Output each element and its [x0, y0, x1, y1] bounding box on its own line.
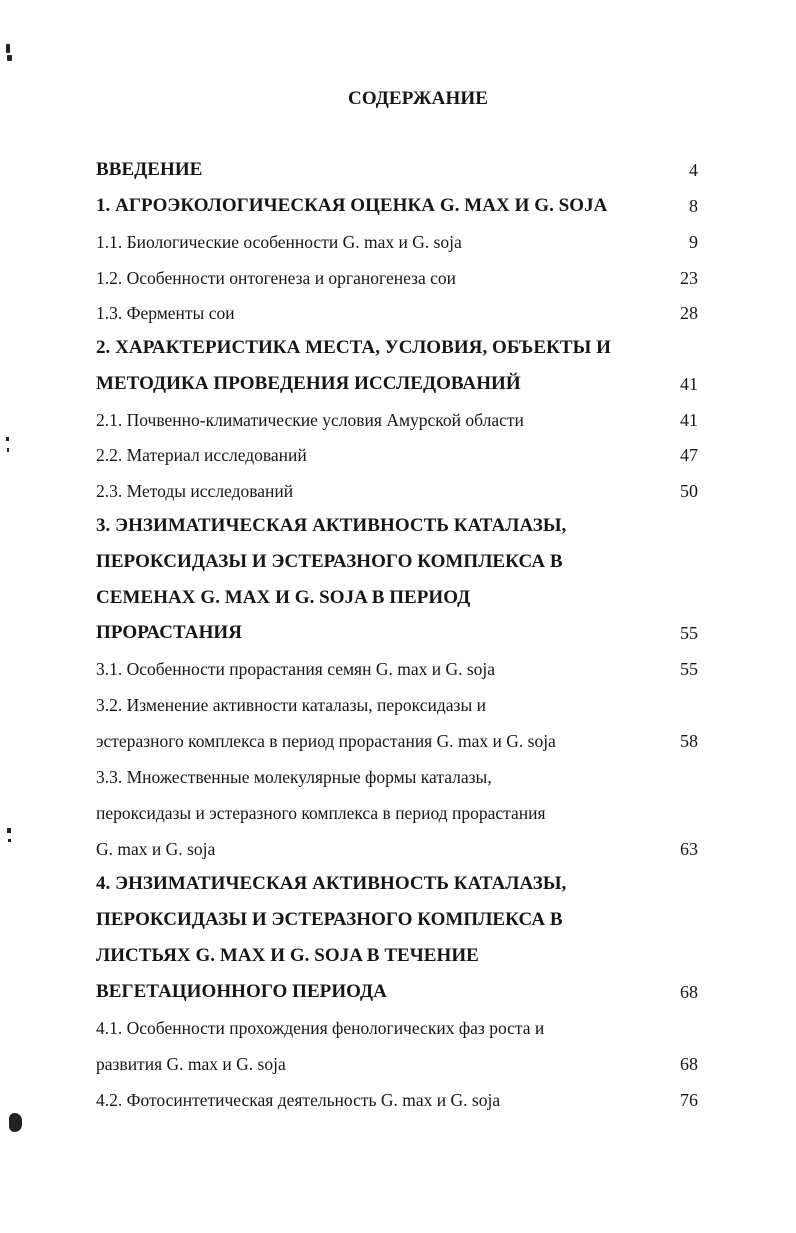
toc-page-number: 23 — [680, 268, 698, 288]
toc-page-number: 68 — [680, 982, 698, 1002]
toc-section-3-2-cont: эстеразного комплекса в период прорастания G. max и G. soja — [96, 731, 556, 751]
scan-mark — [6, 44, 10, 53]
toc-section-4-1: 4.1. Особенности прохождения фенологических фаз роста и — [96, 1018, 545, 1038]
toc-section-3-3-cont: G. max и G. soja — [96, 839, 216, 859]
scan-mark — [8, 839, 11, 842]
toc-page-number: 8 — [689, 196, 698, 216]
scan-mark — [6, 437, 9, 441]
toc-section-3-3: 3.3. Множественные молекулярные формы каталазы, — [96, 767, 492, 787]
toc-page-number: 28 — [680, 303, 698, 323]
toc-chapter-4-cont: ЛИСТЬЯХ G. MAX И G. SOJA В ТЕЧЕНИЕ — [96, 945, 479, 966]
toc-page-number: 63 — [680, 839, 698, 859]
toc-chapter-2: 2. ХАРАКТЕРИСТИКА МЕСТА, УСЛОВИЯ, ОБЪЕКТЫ И — [96, 337, 611, 358]
toc-page-number: 9 — [689, 232, 698, 252]
toc-section-2-2: 2.2. Материал исследований — [96, 445, 307, 465]
toc-section-2-1: 2.1. Почвенно-климатические условия Амурской области — [96, 410, 524, 430]
toc-section-2-3: 2.3. Методы исследований — [96, 481, 294, 501]
toc-page-number: 68 — [680, 1054, 698, 1074]
toc-chapter-3-cont: ПЕРОКСИДАЗЫ И ЭСТЕРАЗНОГО КОМПЛЕКСА В — [96, 551, 563, 572]
toc-section-4-2: 4.2. Фотосинтетическая деятельность G. max и G. soja — [96, 1090, 501, 1110]
toc-section-3-2: 3.2. Изменение активности каталазы, пероксидазы и — [96, 695, 486, 715]
toc-page-number: 41 — [680, 374, 698, 394]
toc-section-3-1: 3.1. Особенности прорастания семян G. max и G. soja — [96, 659, 496, 679]
toc-chapter-3: 3. ЭНЗИМАТИЧЕСКАЯ АКТИВНОСТЬ КАТАЛАЗЫ, — [96, 515, 567, 536]
toc-chapter-4-cont: ВЕГЕТАЦИОННОГО ПЕРИОДА — [96, 981, 387, 1002]
scan-mark — [7, 55, 12, 61]
toc-page-number: 47 — [680, 445, 698, 465]
toc-page-number: 76 — [680, 1090, 698, 1110]
scan-mark — [9, 1113, 22, 1132]
toc-section-1-3: 1.3. Ферменты сои — [96, 303, 235, 323]
toc-entry-introduction: ВВЕДЕНИЕ — [96, 159, 203, 180]
toc-page-number: 55 — [680, 623, 698, 643]
toc-section-3-3-cont: пероксидазы и эстеразного комплекса в период прорастания — [96, 803, 546, 823]
toc-chapter-3-cont: СЕМЕНАХ G. MAX И G. SOJA В ПЕРИОД — [96, 587, 471, 608]
toc-chapter-4-cont: ПЕРОКСИДАЗЫ И ЭСТЕРАЗНОГО КОМПЛЕКСА В — [96, 909, 563, 930]
toc-section-4-1-cont: развития G. max и G. soja — [96, 1054, 286, 1074]
toc-section-1-2: 1.2. Особенности онтогенеза и органогенеза сои — [96, 268, 456, 288]
toc-page-number: 50 — [680, 481, 698, 501]
toc-page-number: 41 — [680, 410, 698, 430]
toc-chapter-1: 1. АГРОЭКОЛОГИЧЕСКАЯ ОЦЕНКА G. MAX И G. SOJA — [96, 195, 608, 216]
page-title: СОДЕРЖАНИЕ — [348, 88, 488, 109]
toc-chapter-3-cont: ПРОРАСТАНИЯ — [96, 622, 243, 643]
scan-mark — [7, 448, 9, 452]
toc-page-number: 58 — [680, 731, 698, 751]
toc-section-1-1: 1.1. Биологические особенности G. max и G. soja — [96, 232, 462, 252]
toc-page-number: 55 — [680, 659, 698, 679]
toc-chapter-4: 4. ЭНЗИМАТИЧЕСКАЯ АКТИВНОСТЬ КАТАЛАЗЫ, — [96, 873, 567, 894]
scan-mark — [7, 828, 11, 833]
toc-chapter-2-cont: МЕТОДИКА ПРОВЕДЕНИЯ ИССЛЕДОВАНИЙ — [96, 373, 521, 394]
toc-page-number: 4 — [689, 160, 698, 180]
